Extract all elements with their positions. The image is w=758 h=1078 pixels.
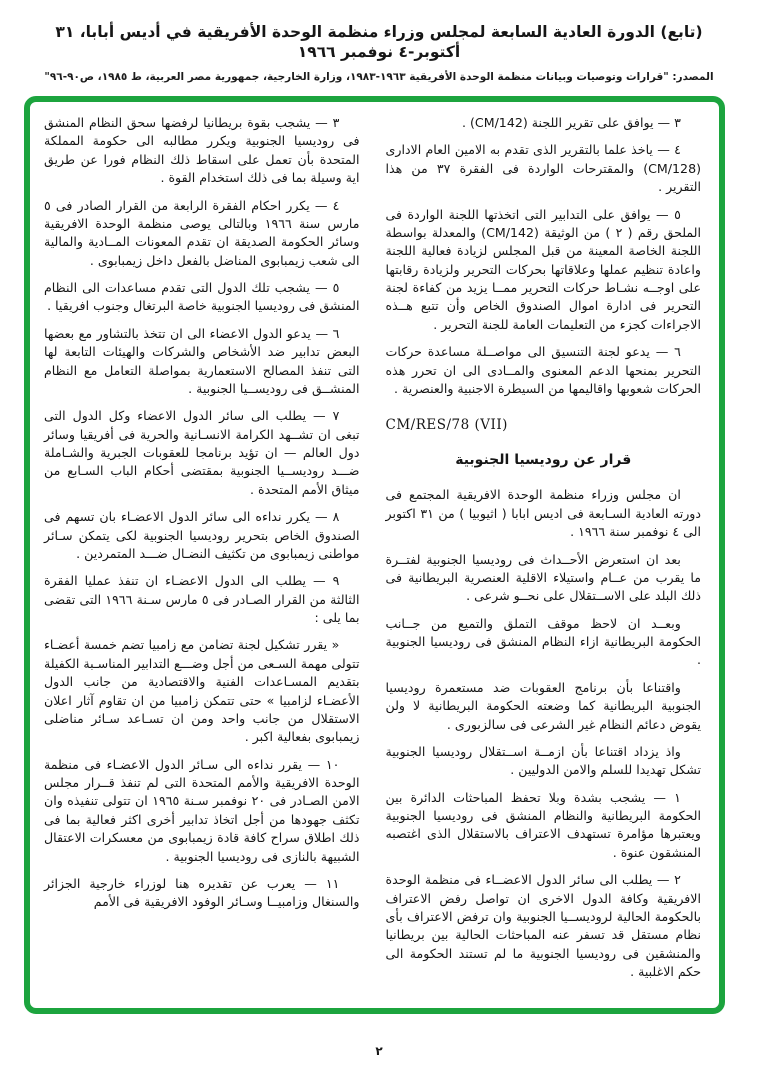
paragraph: ٥ — يوافق على التدابير التى اتخذتها اللجنة الواردة فى الملحق رقم ( ٢ ) من الوثيقة (CM/142) والمعدلة بواسطة اللجنة الخاصة المعينة من قبل المجلس لزيادة فعالية اللجنة واعادة تنظيم عملها وعلاقاتها بحركات التحرير ولزيادة رقابتها على اوجــه نشـاط حركات التحرير ممــا يزيد من كفاءة لجنة التحرير فى ادارة اموال الصندوق الخاص وأن تتبع هــذه الاجراءات كجزء من التعليمات العامة للجنة التحرير . (385, 206, 702, 332)
paragraph: ٥ — يشجب تلك الدول التى تقدم مساعدات الى النظام المنشق فى روديسيا الجنوبية خاصة البرتغال وجنوب افريقيا . (44, 280, 360, 314)
paragraph: ٩ — يطلب الى الدول الاعضـاء ان تنفذ عمليا الفقرة الثالثة من القرار الصـادر فى ٥ مارس سـنة ١٩٦٦ التى تقضى بما يلى : (44, 573, 360, 625)
paragraph: ٣ — يشجب بقوة بريطانيا لرفضها سحق النظام المنشق فى روديسيا الجنوبية ويكرر مطالبه الى حكومة المملكة المتحدة بأن تعمل على اسقاط ذلك النظام فورا عن طريق اية وسيلة بما فى ذلك استخدام القوة . (44, 115, 360, 186)
source-line: المصدر: "قرارات وتوصيات وبيانات منظمة الوحدة الأفريقية ١٩٦٣-١٩٨٣، وزارة الخارجية، جمهورية مصر العربية، ط ١٩٨٥، ص٩٠-٩٦" (44, 71, 714, 84)
right-column (386, 114, 702, 998)
paragraph: بعد ان استعرض الأحــداث فى روديسيا الجنوبية لفتــرة ما يقرب من عــام واستيلاء الاقلية العنصرية البريطانية فى ذلك البلد على الاســتقلال على نحــو شرعى . (385, 551, 701, 604)
document-frame (24, 96, 725, 1014)
paragraph: وبعــد ان لاحظ موقف التملق والتميع من جــانب الحكومة البريطانية ازاء النظام المنشق فى روديسيا الجنوبية . (385, 615, 701, 668)
paragraph: ٤ — يكرر احكام الفقرة الرابعة من القرار الصادر فى ٥ مارس سنة ١٩٦٦ وبالتالى يوصى منظمة الوحدة الافريقية وسائر الحكومة الصديقة ان تقدم المعونات المــادية والمالية الى شعب زيمبابوى المناضل بالفعل داخل زيمبابوى . (44, 197, 360, 268)
left-column (44, 114, 360, 998)
page-title: (تابع) الدورة العادية السابعة لمجلس وزراء منظمة الوحدة الأفريقية في أديس أبابا، ٣١ أكتوبر-٤ نوفمبر ١٩٦٦ (55, 23, 703, 62)
paragraph: ٧ — يطلب الى سائر الدول الاعضاء وكل الدول التى تبغى ان تشــهد الكرامة الانسـانية والحرية فى أفريقيا وسائر دول العالم — ان تؤيد برنامجا للعقوبات الجبرية والشـاملة ضـــد روديســيا الجنوبية بمقتضى أحكام الباب السـابع من ميثاق الأمم المتحدة . (44, 408, 360, 497)
resolution-code: CM/RES/78 (VII) (385, 417, 508, 434)
paragraph: ٦ — يدعو الدول الاعضاء الى ان تتخذ بالتشاور مع بعضها البعض تدابير ضد الأشخاص والشركات والهيئات التابعة لها التى تنفذ المصالح الاستعمارية بمواصلة التعامل مع النظام المنشــق فى روديســيا الجنوبية . (44, 325, 360, 396)
paragraph: واذ يزداد اقتناعا بأن ازمــة اســتقلال روديسيا الجنوبية تشكل تهديدا للسلم والامن الدوليين . (385, 743, 701, 778)
paragraph: ١٠ — يقرر نداءه الى سـائر الدول الاعضـاء فى منظمة الوحدة الافريقية والأمم المتحدة التى لم تنفذ قــرار مجلس الامن الصـادر فى ٢٠ نوفمبر سـنة ١٩٦٥ ان تتولى تنفيذه وان تكثف جهودها من أجل اتخاذ تدابير أخرى اكثر فعالية بما فى ذلك اطلاق سراح كافة قادة زيمبابوى من معسكرات الاعتقال الشبيهة بالنازى فى روديسيا الجنوبية . (44, 756, 360, 864)
paragraph: « يقرر تشكيل لجنة تضامن مع زامبيا تضم خمسة أعضـاء تتولى مهمة السـعى من أجل وضـــع التدابير المناسـبة الكفيلة بتقديم المسـاعدات الفنية والاقتصادية من جانب الدول الأعضـاء لزامبيا » حتى تتمكن زامبيا من ان تقاوم آثار اعلان الاستقلال من جانب واحد ومن ان تسـاعد سـائر مناضلى زيمبابوى بفعالية اكبر . (44, 637, 360, 745)
resolution-title: قرار عن روديسيا الجنوبية (455, 451, 632, 468)
paragraph: ٤ — ياخذ علما بالتقرير الذى تقدم به الامين العام الادارى (CM/128) والمقترحات الواردة فى الفقرة ٣٧ من هذا التقرير . (385, 142, 702, 195)
paragraph: ١ — يشجب بشدة وبلا تحفظ المباحثات الدائرة بين الحكومة البريطانية والنظام المنشق فى روديسيا الجنوبية ويعتبرها مؤامرة تستهدف الاعتراف بالاستقلال الذى اغتصبه المنشقون عنوة . (385, 789, 701, 860)
page-header (0, 0, 758, 83)
page-number: ٢ (375, 1044, 383, 1058)
paragraph: واقتناعا بأن برنامج العقوبات ضد مستعمرة روديسيا الجنوبية البريطانية كما وضعته الحكومة البريطانية لا ولن يقوض دعائم النظام غير الشرعى فى سالزبورى . (385, 679, 701, 732)
paragraph: ٣ — يوافق على تقرير اللجنة (CM/142) . (461, 115, 681, 130)
paragraph: ان مجلس وزراء منظمة الوحدة الافريقية المجتمع فى دورته العادية السـابعة فى اديس ابابا ( اثيوبيا ) من ٣١ اكتوبر الى ٤ نوفمبر سنة ١٩٦٦ . (385, 487, 701, 540)
text-columns (44, 114, 701, 998)
paragraph: ٢ — يطلب الى سائر الدول الاعضــاء فى منظمة الوحدة الافريقية وكافة الدول الاخرى ان تواصل رفض الاعتراف بالحكومة الحالية لروديســيا الجنوبية وان ترفض الاعتراف بأى نظام مستقل قد تسفر عنه المباحثات الحالية بين بريطانيا والمنشقين فى روديسيا الجنوبية ما لم تستند الحكومة الى حكم الاغلبية . (385, 872, 701, 980)
page-footer (0, 1040, 758, 1059)
paragraph: ٨ — يكرر نداءه الى سائر الدول الاعضـاء بان تسهم فى الصندوق الخاص بتحرير روديسيا الجنوبية لكى يتمكن سـائر مواطنى زيمبابوى من تكثيف النضـال ضـــد المتمردين . (44, 509, 360, 561)
paragraph: ٦ — يدعو لجنة التنسيق الى مواصــلة مساعدة حركات التحرير بمنحها الدعم المعنوى والمــادى الى ان تحرر هذه الحركات شعوبها واقاليمها من السيطرة الاجنبية والعنصرية . (385, 344, 701, 396)
paragraph: ١١ — يعرب عن تقديره هنا لوزراء خارجية الجزائر والسنغال وزامبيــا وسـائر الوفود الافريقية فى الأمم (44, 875, 360, 910)
